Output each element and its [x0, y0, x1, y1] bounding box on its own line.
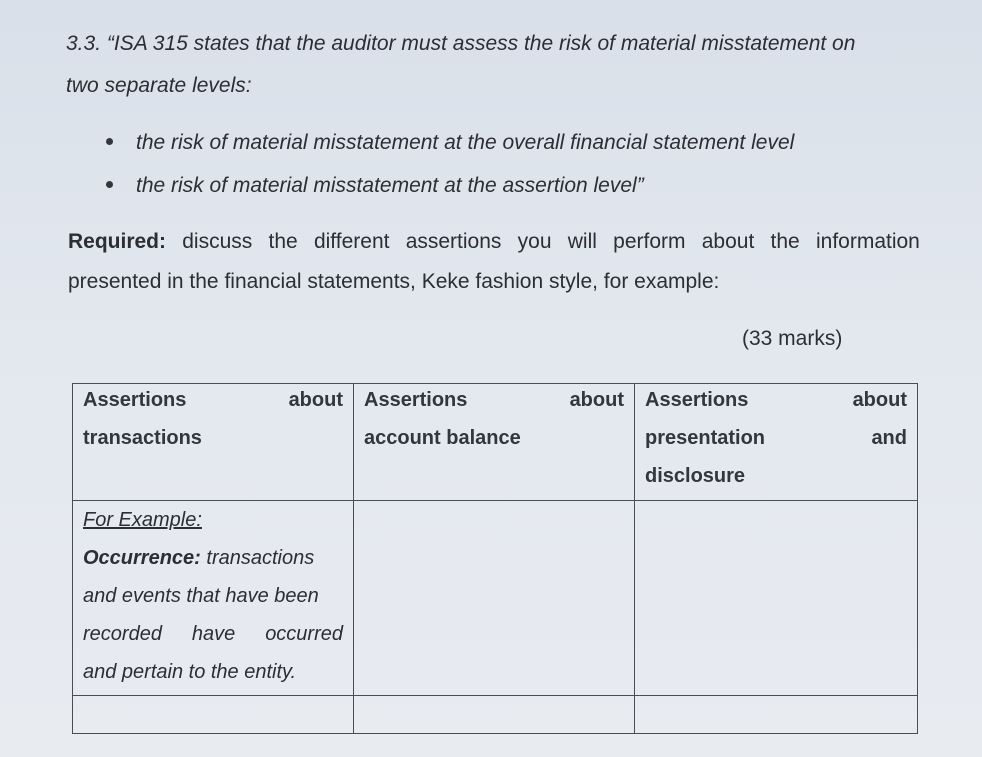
bullet-item: [106, 174, 644, 198]
answer-cell[interactable]: [635, 696, 918, 734]
word: you: [517, 230, 552, 253]
header-word: and: [871, 427, 907, 449]
word: information: [815, 230, 920, 253]
required-line-2: presented in the financial statements, Keke fashion style, for example:: [68, 270, 720, 293]
example-word: recorded: [83, 623, 162, 645]
example-line: [83, 617, 343, 655]
example-text: transactions: [206, 547, 315, 569]
header-presentation-disclosure: [635, 384, 918, 501]
answer-cell[interactable]: [354, 696, 635, 734]
answer-cell[interactable]: [635, 501, 918, 696]
header-word: presentation: [645, 427, 766, 449]
bullet-icon: [106, 181, 113, 188]
word: assertions: [405, 230, 502, 253]
word: will: [567, 230, 597, 253]
example-term: Occurrence:: [83, 547, 201, 569]
word: different: [313, 230, 390, 253]
answer-cell[interactable]: [354, 501, 635, 696]
bullet-item: [106, 131, 794, 155]
word: the: [268, 230, 298, 253]
header-word: Assertions: [645, 389, 749, 411]
header-word: disclosure: [645, 465, 746, 487]
marks-label: (33 marks): [742, 327, 843, 350]
header-word: about: [852, 389, 907, 411]
word: discuss: [182, 230, 253, 253]
header-word: Assertions: [83, 389, 187, 411]
example-line: and pertain to the entity.: [83, 661, 297, 683]
word: the: [770, 230, 800, 253]
word: about: [701, 230, 755, 253]
header-word: account balance: [364, 427, 521, 449]
required-label: Required:: [68, 230, 167, 253]
header-word: about: [569, 389, 624, 411]
header-word: about: [288, 389, 343, 411]
word: perform: [613, 230, 686, 253]
example-title: For Example:: [83, 509, 202, 531]
example-line: [83, 541, 343, 579]
question-line-1: 3.3. “ISA 315 states that the auditor must assess the risk of material misstatement on: [66, 32, 856, 55]
bullet-text: the risk of material misstatement at the assertion level”: [136, 174, 644, 197]
example-cell: [73, 501, 354, 696]
bullet-icon: [106, 138, 113, 145]
header-word: Assertions: [364, 389, 468, 411]
question-line-2: two separate levels:: [66, 74, 252, 97]
bullet-text: the risk of material misstatement at the overall financial statement level: [136, 131, 795, 154]
header-word: transactions: [83, 427, 202, 449]
header-transactions: [73, 384, 354, 501]
required-line-1: [68, 230, 920, 254]
header-account-balance: [354, 384, 635, 501]
assertions-table: [72, 383, 918, 734]
example-line: and events that have been: [83, 585, 319, 607]
answer-cell[interactable]: [73, 696, 354, 734]
example-word: have: [191, 623, 236, 645]
example-word: occurred: [265, 623, 343, 645]
